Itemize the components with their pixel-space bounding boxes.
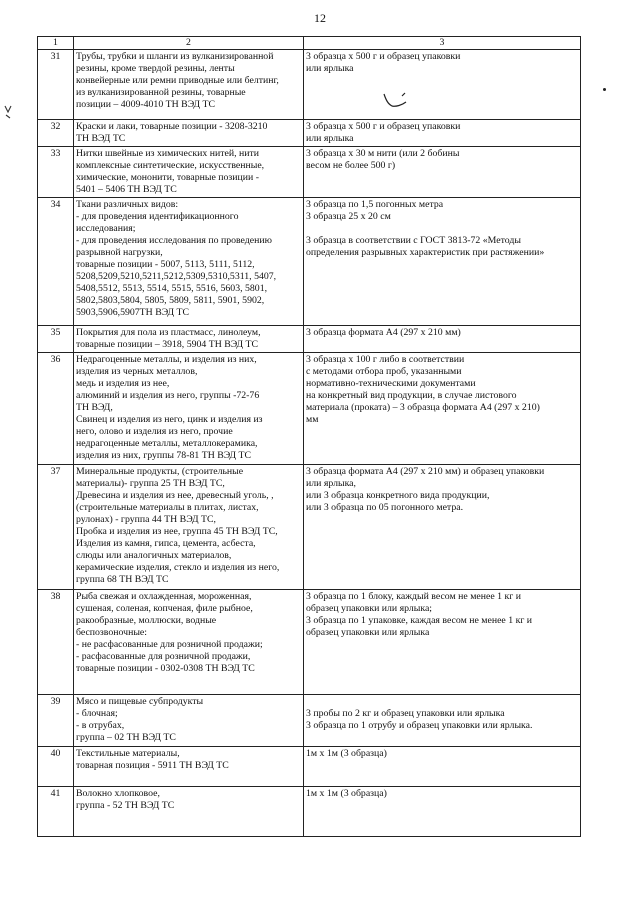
- description-line: ТН ВЭД,: [76, 402, 113, 413]
- description-line: изделия из них, группы 78-81 ТН ВЭД ТС: [76, 450, 252, 461]
- description-line: рулонах) - группа 44 ТН ВЭД ТС,: [76, 514, 216, 525]
- description-line: группа – 02 ТН ВЭД ТС: [76, 732, 176, 743]
- requirement-line: весом не более 500 г): [306, 160, 396, 171]
- description-line: (строительные материалы в плитах, листах,: [76, 502, 259, 513]
- row-number: 40: [38, 747, 74, 787]
- description-line: недрагоценные металлы, металлокерамика,: [76, 438, 258, 449]
- row-number: 39: [38, 695, 74, 747]
- row-number: 34: [38, 198, 74, 326]
- requirement-line: или 3 образца конкретного вида продукции,: [306, 490, 490, 501]
- requirement-line: 3 образца формата А4 (297 х 210 мм): [306, 327, 461, 338]
- stray-dot: [603, 88, 606, 91]
- description-line: товарные позиции - 5007, 5113, 5111, 5112,: [76, 259, 255, 270]
- description-line: - не расфасованные для розничной продажи;: [76, 639, 263, 650]
- row-sample-requirements: [304, 120, 581, 147]
- description-line: товарная позиция - 5911 ТН ВЭД ТС: [76, 760, 229, 771]
- description-line: 5802,5803,5804, 5805, 5809, 5811, 5901, 5902,: [76, 295, 265, 306]
- description-line: исследования;: [76, 223, 136, 234]
- margin-mark: [2, 104, 14, 120]
- description-line: - для проведения исследования по проведению: [76, 235, 272, 246]
- row-number: 32: [38, 120, 74, 147]
- description-line: комплексные синтетические, искусственные,: [76, 160, 265, 171]
- row-sample-requirements: [304, 787, 581, 837]
- row-description: [74, 787, 304, 837]
- description-line: позиции – 4009-4010 ТН ВЭД ТС: [76, 99, 216, 110]
- description-line: ТН ВЭД ТС: [76, 133, 126, 144]
- description-line: него, олово и изделия из него, прочие: [76, 426, 233, 437]
- description-line: сушеная, соленая, копченая, филе рыбное,: [76, 603, 253, 614]
- row-number: 41: [38, 787, 74, 837]
- description-line: беспозвоночные:: [76, 627, 147, 638]
- requirement-line: 1м х 1м (3 образца): [306, 788, 387, 799]
- description-line: конвейерные или ремни приводные или белтинг,: [76, 75, 279, 86]
- description-line: резины, кроме твердой резины, ленты: [76, 63, 235, 74]
- requirement-line: 3 пробы по 2 кг и образец упаковки или ярлыка: [306, 708, 505, 719]
- header-col-requirements: 3: [304, 37, 581, 50]
- requirement-line: на конкретный вид продукции, в случае листового: [306, 390, 517, 401]
- description-line: товарные позиции – 3918, 5904 ТН ВЭД ТС: [76, 339, 259, 350]
- description-line: химические, мононити, товарные позиции -: [76, 172, 259, 183]
- row-description: [74, 353, 304, 465]
- row-sample-requirements: [304, 353, 581, 465]
- requirement-line: с методами отбора проб, указанными: [306, 366, 462, 377]
- requirement-line: или ярлыка: [306, 63, 354, 74]
- table-row: [38, 695, 581, 747]
- row-description: [74, 326, 304, 353]
- description-line: Текстильные материалы,: [76, 748, 180, 759]
- description-line: Недрагоценные металлы, и изделия из них,: [76, 354, 257, 365]
- row-description: [74, 120, 304, 147]
- row-description: [74, 590, 304, 695]
- table-body: [38, 50, 581, 837]
- row-description: [74, 695, 304, 747]
- table-row: [38, 147, 581, 198]
- table-row: [38, 590, 581, 695]
- description-line: - блочная;: [76, 708, 118, 719]
- row-sample-requirements: [304, 695, 581, 747]
- description-line: изделия из черных металлов,: [76, 366, 198, 377]
- description-line: Рыба свежая и охлажденная, мороженная,: [76, 591, 252, 602]
- requirement-line: 3 образца формата А4 (297 х 210 мм) и образец упаковки: [306, 466, 545, 477]
- description-line: медь и изделия из нее,: [76, 378, 170, 389]
- header-col-number: 1: [38, 37, 74, 50]
- description-line: 5208,5209,5210,5211,5212,5309,5310,5311, 5407,: [76, 271, 277, 282]
- description-line: группа - 52 ТН ВЭД ТС: [76, 800, 175, 811]
- row-sample-requirements: [304, 590, 581, 695]
- description-line: Волокно хлопковое,: [76, 788, 160, 799]
- row-sample-requirements: [304, 326, 581, 353]
- requirement-line: материала (проката) – 3 образца формата А4 (297 х 210): [306, 402, 540, 413]
- requirement-line: [306, 696, 578, 708]
- row-number: 35: [38, 326, 74, 353]
- description-line: - расфасованные для розничной продажи,: [76, 651, 251, 662]
- description-line: керамические изделия, стекло и изделия из него,: [76, 562, 280, 573]
- requirement-line: нормативно-техническими документами: [306, 378, 476, 389]
- requirement-line: или 3 образца по 05 погонного метра.: [306, 502, 464, 513]
- description-line: Ткани различных видов:: [76, 199, 179, 210]
- requirement-line: или ярлыка: [306, 133, 354, 144]
- row-number: 37: [38, 465, 74, 590]
- description-line: Покрытия для пола из пластмасс, линолеум,: [76, 327, 261, 338]
- description-line: Краски и лаки, товарные позиции - 3208-3210: [76, 121, 268, 132]
- table-row: [38, 353, 581, 465]
- description-line: слюды или аналогичных материалов,: [76, 550, 232, 561]
- table-row: [38, 326, 581, 353]
- table-row: [38, 787, 581, 837]
- requirement-line: или ярлыка,: [306, 478, 356, 489]
- requirement-line: 3 образца х 500 г и образец упаковки: [306, 121, 461, 132]
- table-row: [38, 198, 581, 326]
- row-number: 38: [38, 590, 74, 695]
- row-sample-requirements: [304, 465, 581, 590]
- description-line: Трубы, трубки и шланги из вулканизированной: [76, 51, 274, 62]
- requirement-line: образец упаковки или ярлыка: [306, 627, 430, 638]
- description-line: Древесина и изделия из нее, древесный уголь, ,: [76, 490, 274, 501]
- row-sample-requirements: [304, 198, 581, 326]
- row-number: 33: [38, 147, 74, 198]
- description-line: Нитки швейные из химических нитей, нити: [76, 148, 260, 159]
- description-line: товарные позиции - 0302-0308 ТН ВЭД ТС: [76, 663, 255, 674]
- row-number: 31: [38, 50, 74, 120]
- requirement-line: 3 образца х 500 г и образец упаковки: [306, 51, 461, 62]
- description-line: - в отрубах,: [76, 720, 125, 731]
- row-number: 36: [38, 353, 74, 465]
- requirement-line: определения разрывных характеристик при растяжении»: [306, 247, 545, 258]
- table-row: [38, 465, 581, 590]
- requirement-line: 3 образца в соответствии с ГОСТ 3813-72 «Методы: [306, 235, 521, 246]
- row-sample-requirements: [304, 50, 581, 120]
- table-row: [38, 747, 581, 787]
- table-row: [38, 120, 581, 147]
- description-line: Мясо и пищевые субпродукты: [76, 696, 204, 707]
- description-line: материалы)- группа 25 ТН ВЭД ТС,: [76, 478, 225, 489]
- requirement-line: 3 образца 25 х 20 см: [306, 211, 391, 222]
- row-description: [74, 747, 304, 787]
- header-col-description: 2: [74, 37, 304, 50]
- requirements-table: [37, 36, 581, 837]
- requirement-line: [306, 223, 578, 235]
- requirement-line: 1м х 1м (3 образца): [306, 748, 387, 759]
- row-description: [74, 147, 304, 198]
- row-description: [74, 465, 304, 590]
- description-line: Изделия из камня, гипса, цемента, асбеста,: [76, 538, 256, 549]
- description-line: ракообразные, моллюски, водные: [76, 615, 217, 626]
- description-line: - для проведения идентификационного: [76, 211, 239, 222]
- description-line: 5903,5906,5907ТН ВЭД ТС: [76, 307, 190, 318]
- table-row: [38, 50, 581, 120]
- row-description: [74, 50, 304, 120]
- row-sample-requirements: [304, 747, 581, 787]
- description-line: 5408,5512, 5513, 5514, 5515, 5516, 5603, 5801,: [76, 283, 268, 294]
- table-header-row: [38, 37, 581, 50]
- description-line: разрывной нагрузки,: [76, 247, 163, 258]
- requirement-line: 3 образца по 1 отрубу и образец упаковки или ярлыка.: [306, 720, 533, 731]
- requirement-line: 3 образца по 1 упаковке, каждая весом не менее 1 кг и: [306, 615, 533, 626]
- requirement-line: образец упаковки или ярлыка;: [306, 603, 433, 614]
- page-number: 12: [314, 11, 326, 25]
- requirement-line: 3 образца х 30 м нити (или 2 бобины: [306, 148, 460, 159]
- description-line: Минеральные продукты, (строительные: [76, 466, 244, 477]
- description-line: Пробка и изделия из нее, группа 45 ТН ВЭД ТС,: [76, 526, 278, 537]
- requirement-line: мм: [306, 414, 319, 425]
- requirement-line: 3 образца по 1,5 погонных метра: [306, 199, 444, 210]
- description-line: алюминий и изделия из него, группы -72-76: [76, 390, 260, 401]
- description-line: Свинец и изделия из него, цинк и изделия из: [76, 414, 263, 425]
- requirement-line: 3 образца х 100 г либо в соответствии: [306, 354, 465, 365]
- row-description: [74, 198, 304, 326]
- description-line: 5401 – 5406 ТН ВЭД ТС: [76, 184, 177, 195]
- description-line: группа 68 ТН ВЭД ТС: [76, 574, 169, 585]
- requirement-line: 3 образца по 1 блоку, каждый весом не менее 1 кг и: [306, 591, 521, 602]
- description-line: из вулканизированной резины, товарные: [76, 87, 246, 98]
- handwritten-mark: [380, 90, 410, 110]
- row-sample-requirements: [304, 147, 581, 198]
